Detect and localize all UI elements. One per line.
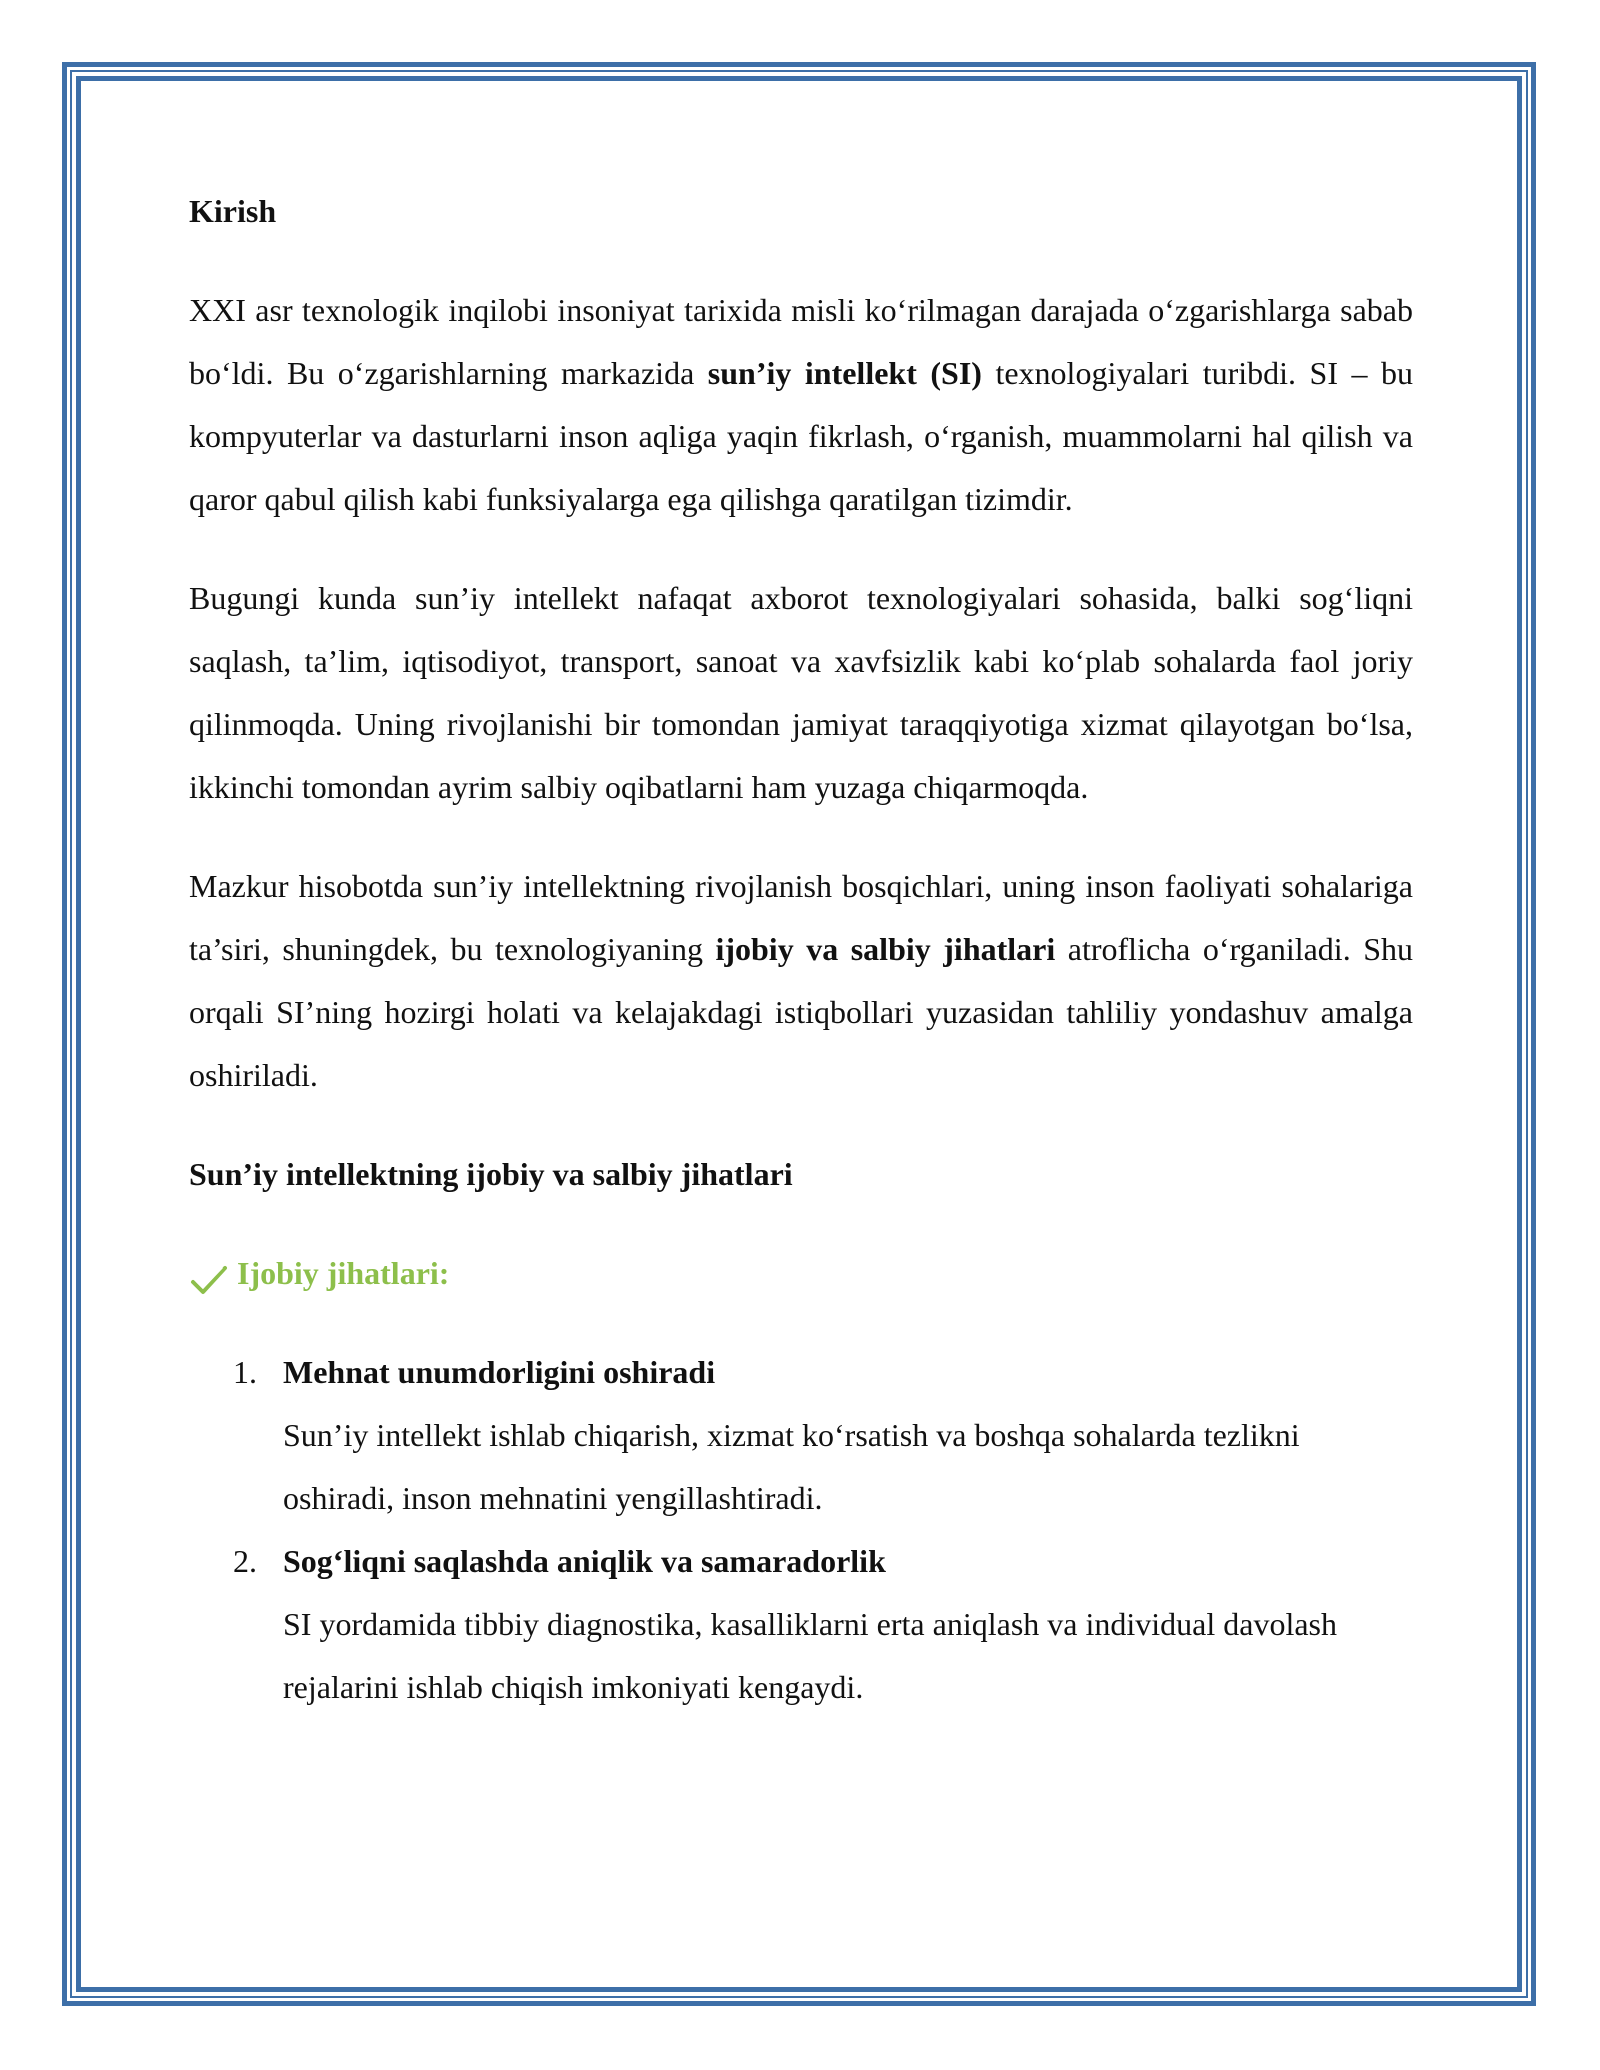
list-item-number: 2.: [233, 1543, 257, 1579]
intro-p1-bold: sun’iy intellekt (SI): [707, 355, 982, 391]
intro-p3-text-a: Mazkur hisobotda sun’iy intellektning rivojlanish bosqichlari, uning inson faoliyati sohalariga ta’siri, shuningdek, bu texnologiyaning: [189, 868, 1413, 967]
intro-paragraph-1: [189, 279, 1413, 531]
check-mark-icon: [189, 1256, 229, 1292]
list-item-description: SI yordamida tibbiy diagnostika, kasalliklarni erta aniqlash va individual davolash rejalarini ishlab chiqish imkoniyati kengaydi.: [283, 1606, 1337, 1705]
intro-paragraph-3: [189, 855, 1413, 1107]
intro-p3-bold: ijobiy va salbiy jihatlari: [715, 931, 1056, 967]
intro-p1-text-b: texnologiyalari turibdi. SI – bu kompyuterlar va dasturlarni inson aqliga yaqin fikrlash, o‘rganish, muammolarni hal qilish va qaror qabul qilish kabi funksiyalarga ega qilishga qaratilgan tizimdir.: [189, 355, 1414, 517]
intro-p3-text-b: atroflicha o‘rganiladi. Shu orqali SI’ning hozirgi holati va kelajakdagi istiqbollari yuzasidan tahliliy yondashuv amalga oshiriladi.: [189, 931, 1413, 1093]
list-item-description: Sun’iy intellekt ishlab chiqarish, xizmat ko‘rsatish va boshqa sohalarda tezlikni oshiradi, inson mehnatini yengillashtiradi.: [283, 1417, 1300, 1516]
list-item-title: Mehnat unumdorligini oshiradi: [283, 1354, 716, 1390]
section-heading: Sun’iy intellektning ijobiy va salbiy jihatlari: [189, 1156, 793, 1192]
list-item-title: Sog‘liqni saqlashda aniqlik va samaradorlik: [283, 1543, 886, 1579]
intro-p1-text-a: XXI asr texnologik inqilobi insoniyat tarixida misli ko‘rilmagan darajada o‘zgarishlarga sabab bo‘ldi. Bu o‘zgarishlarning markazida: [189, 292, 1413, 391]
intro-heading: Kirish: [189, 193, 277, 229]
list-item: [189, 1341, 1413, 1530]
list-item-number: 1.: [233, 1354, 257, 1390]
benefits-list: [189, 1341, 1413, 1719]
positive-heading-label: Ijobiy jihatlari:: [237, 1255, 450, 1291]
positive-heading-row: [189, 1242, 1413, 1305]
list-item: [189, 1530, 1413, 1719]
page-content: [189, 180, 1413, 1719]
intro-paragraph-2: Bugungi kunda sun’iy intellekt nafaqat axborot texnologiyalari sohasida, balki sog‘liqni saqlash, ta’lim, iqtisodiyot, transport, sanoat va xavfsizlik kabi ko‘plab sohalarda faol joriy qilinmoqda. Uning rivojlanishi bir tomondan jamiyat taraqqiyotiga xizmat qilayotgan bo‘lsa, ikkinchi tomondan ayrim salbiy oqibatlarni ham yuzaga chiqarmoqda.: [189, 580, 1413, 805]
